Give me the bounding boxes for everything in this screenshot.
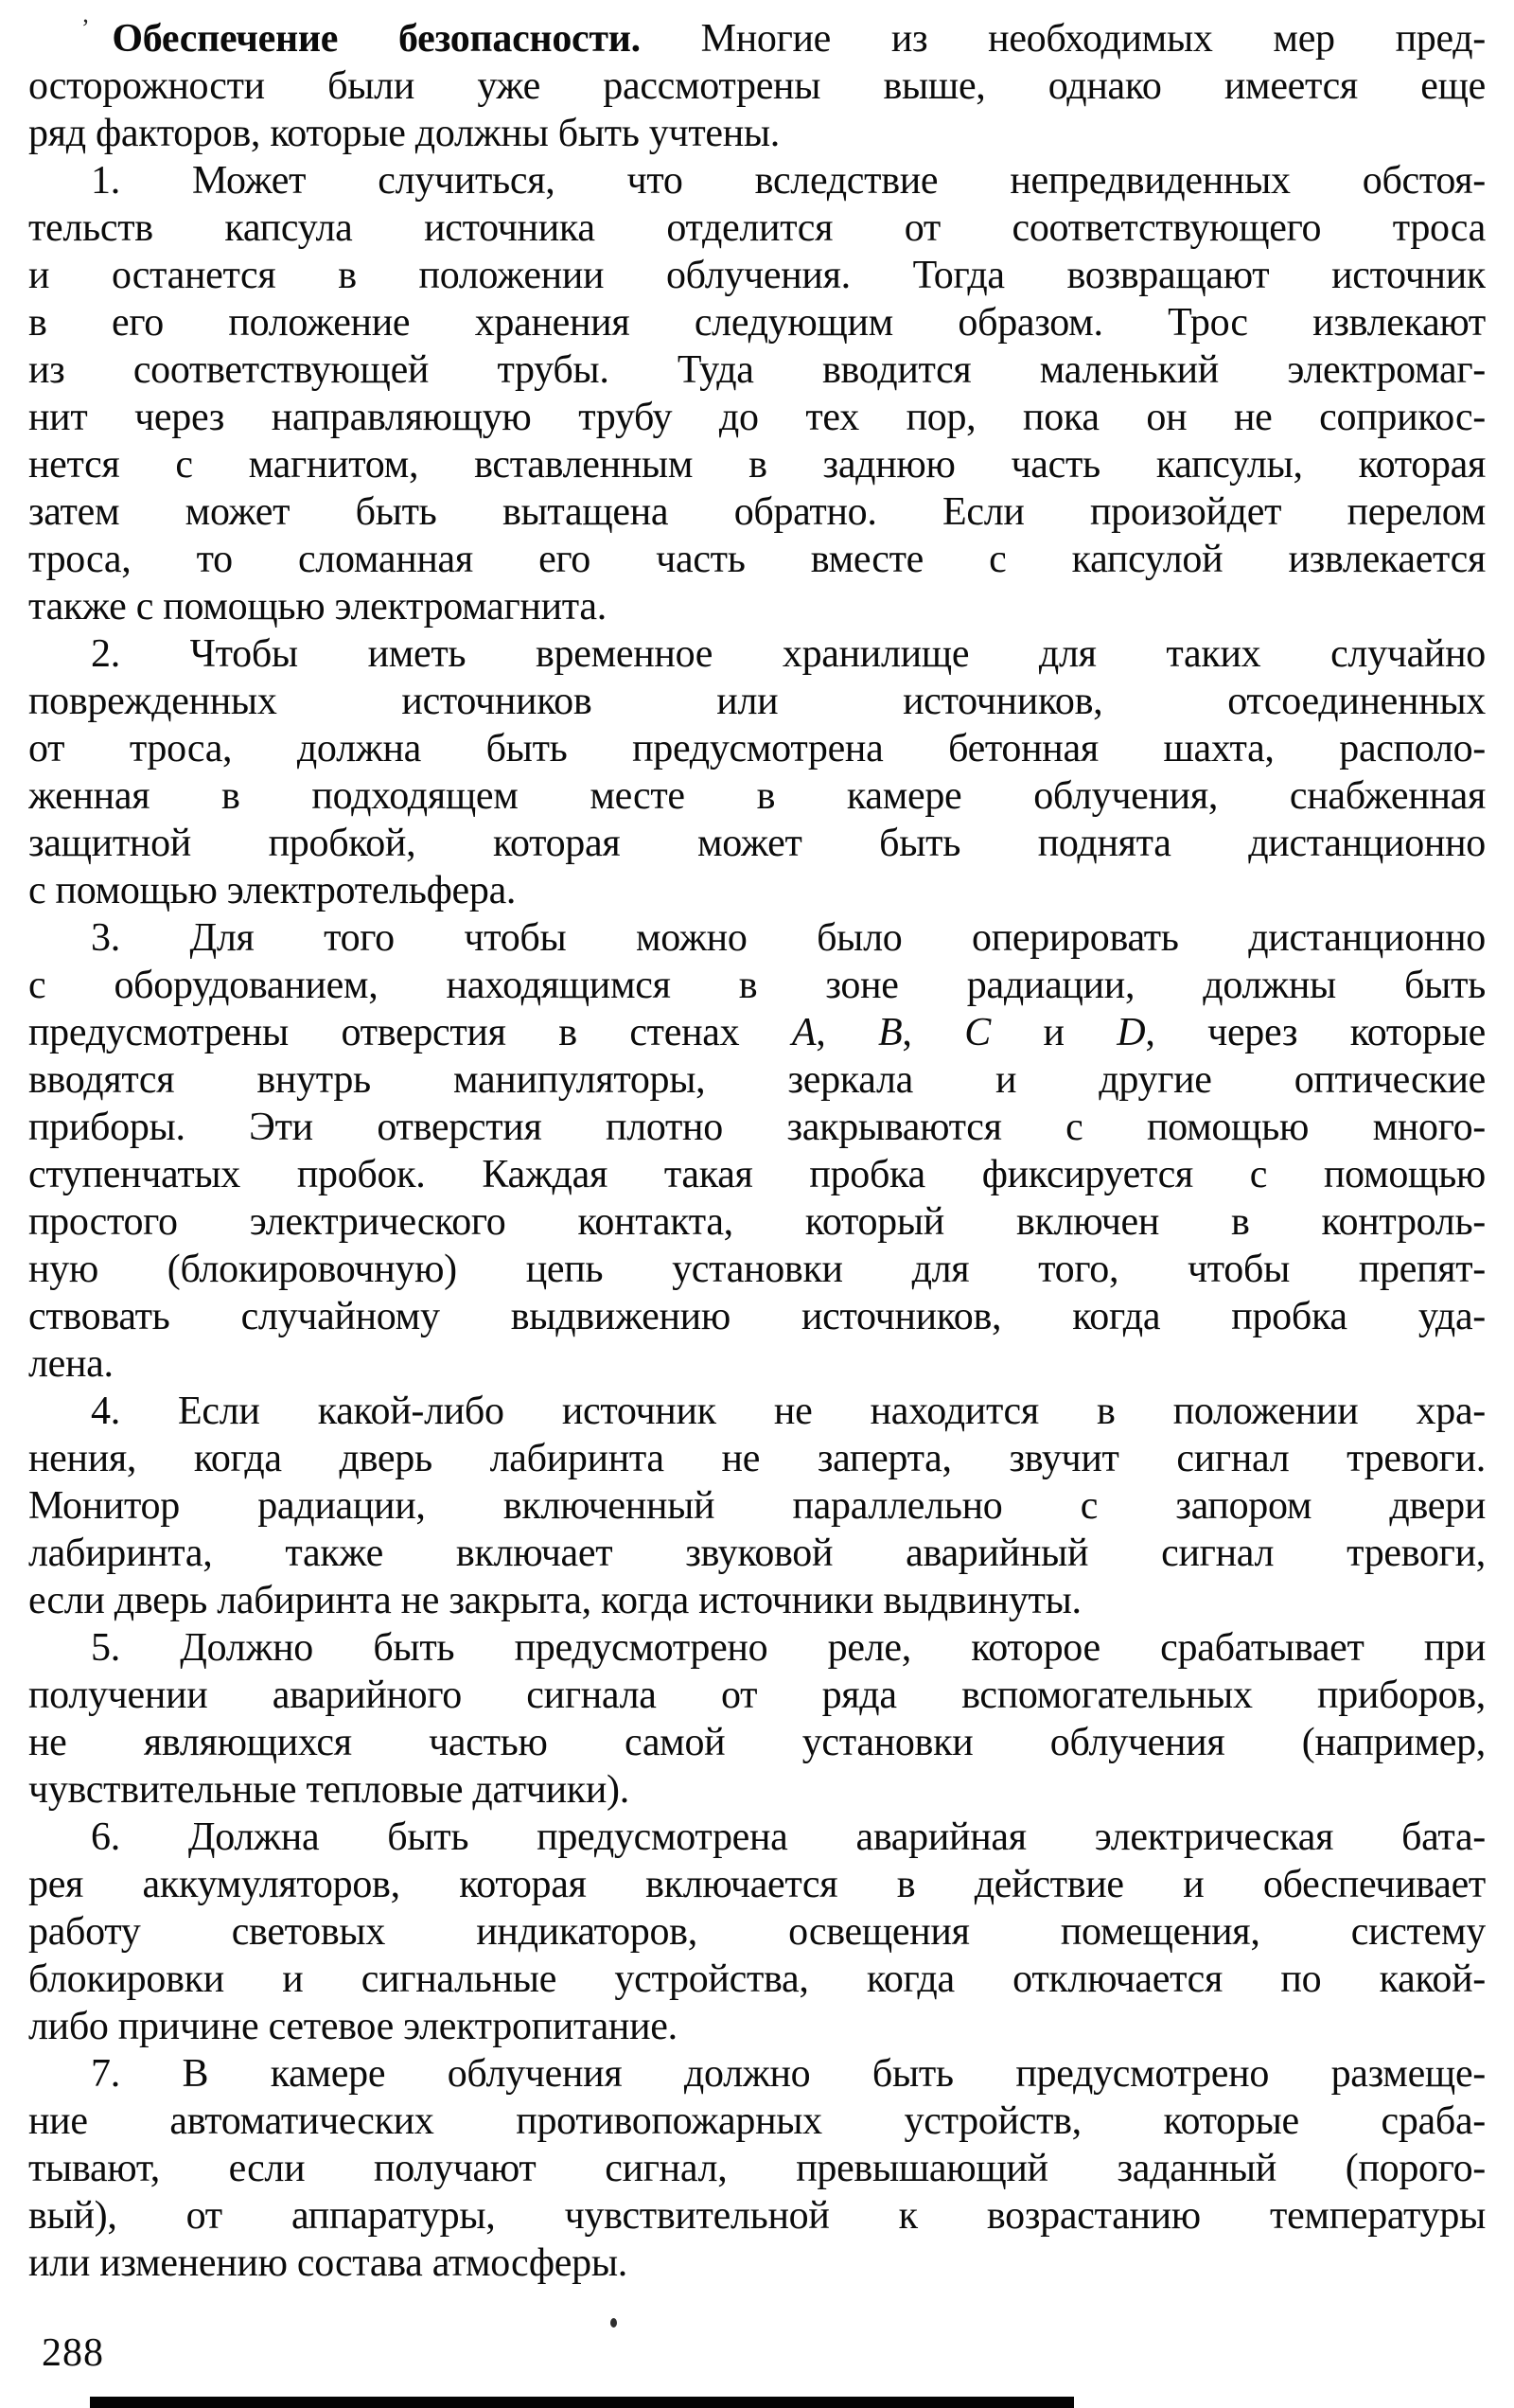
text-segment: чувствительные тепловые датчики). <box>28 1768 629 1812</box>
text-segment: женная в подходящем месте в камере облучения, снабженная <box>28 774 1486 818</box>
text-segment: или изменению состава атмосферы. <box>28 2241 627 2285</box>
text-segment: получении аварийного сигнала от ряда вспомогательных приборов, <box>28 1673 1486 1717</box>
text-segment: Многие из необходимых мер пред- <box>640 17 1486 61</box>
text-line <box>28 1246 1486 1293</box>
text-segment: , <box>902 1011 965 1054</box>
text-line <box>28 1719 1486 1766</box>
text-line <box>28 2050 1486 2098</box>
paragraph <box>28 2050 1486 2287</box>
text-segment: , через которые <box>1145 1011 1486 1054</box>
text-segment: если дверь лабиринта не закрыта, когда источники выдвинуты. <box>28 1579 1082 1622</box>
text-line <box>28 867 1486 914</box>
text-line <box>28 1766 1486 1814</box>
paragraph <box>28 630 1486 914</box>
text-segment: из соответствующей трубы. Туда вводится маленький электромаг- <box>28 348 1486 392</box>
text-segment: 6. Должна быть предусмотрена аварийная электрическая бата- <box>91 1815 1486 1859</box>
paragraph <box>28 1624 1486 1814</box>
text-segment: блокировки и сигнальные устройства, когда отключается по какой- <box>28 1957 1486 2001</box>
text-line <box>28 157 1486 204</box>
paragraph <box>28 914 1486 1388</box>
text-line <box>28 1104 1486 1151</box>
text-segment: Обеспечение безопасности. <box>112 17 641 61</box>
text-line <box>28 1151 1486 1198</box>
text-segment: в его положение хранения следующим образом. Трос извлекают <box>28 301 1486 345</box>
text-segment: рея аккумуляторов, которая включается в действие и обеспечивает <box>28 1863 1486 1906</box>
text-segment: затем может быть вытащена обратно. Если произойдет перелом <box>28 490 1486 534</box>
text-segment: троса, то сломанная его часть вместе с капсулой извлекается <box>28 538 1486 581</box>
text-segment: с оборудованием, находящимся в зоне радиации, должны быть <box>28 964 1486 1007</box>
text-line <box>28 1956 1486 2003</box>
text-line <box>28 1340 1486 1388</box>
text-line <box>28 2098 1486 2145</box>
text-line <box>28 1624 1486 1672</box>
text-line <box>28 441 1486 488</box>
text-line <box>28 2145 1486 2192</box>
text-segment: 7. В камере облучения должно быть предусмотрено размеще- <box>91 2052 1486 2096</box>
paragraph <box>28 15 1486 157</box>
text-segment: 1. Может случиться, что вследствие непредвиденных обстоя- <box>91 159 1486 203</box>
text-segment: тывают, если получают сигнал, превышающий заданный (порого- <box>28 2147 1486 2190</box>
text-line <box>28 1293 1486 1340</box>
text-segment: 3. Для того чтобы можно было оперировать дистанционно <box>91 916 1486 960</box>
text-segment: C <box>964 1011 991 1054</box>
paragraph <box>28 1814 1486 2050</box>
text-segment: ную (блокировочную) цепь установки для того, чтобы препят- <box>28 1248 1486 1291</box>
text-segment: и останется в положении облучения. Тогда возвращают источник <box>28 254 1486 297</box>
text-segment: простого электрического контакта, который включен в контроль- <box>28 1200 1486 1244</box>
text-line <box>28 1861 1486 1908</box>
text-line <box>28 630 1486 678</box>
text-segment: вводятся внутрь манипуляторы, зеркала и другие оптические <box>28 1058 1486 1102</box>
text-line <box>28 346 1486 394</box>
text-segment: приборы. Эти отверстия плотно закрываются с помощью много- <box>28 1106 1486 1149</box>
text-line <box>28 2192 1486 2240</box>
text-segment: и <box>990 1011 1118 1054</box>
text-line <box>28 299 1486 346</box>
text-segment: 4. Если какой-либо источник не находится в положении хра- <box>91 1390 1486 1433</box>
text-line <box>28 394 1486 441</box>
text-line <box>28 583 1486 630</box>
text-segment: лабиринта, также включает звуковой аварийный сигнал тревоги, <box>28 1532 1486 1575</box>
text-line <box>28 1672 1486 1719</box>
text-segment: ние автоматических противопожарных устройств, которые сраба- <box>28 2099 1486 2143</box>
text-segment: ряд факторов, которые должны быть учтены. <box>28 112 781 155</box>
text-segment: предусмотрены отверстия в стенах <box>28 1011 792 1054</box>
text-line <box>28 204 1486 252</box>
text-line <box>28 2003 1486 2050</box>
text-segment: тельств капсула источника отделится от соответствующего троса <box>28 206 1486 250</box>
text-segment: также с помощью электромагнита. <box>28 585 607 629</box>
text-line <box>28 1435 1486 1482</box>
text-segment: A <box>791 1011 817 1054</box>
text-line <box>28 110 1486 157</box>
text-segment: ступенчатых пробок. Каждая такая пробка фиксируется с помощью <box>28 1153 1486 1196</box>
text-line <box>28 1388 1486 1435</box>
text-line <box>28 1056 1486 1104</box>
paragraph <box>28 1388 1486 1624</box>
text-segment: Монитор радиации, включенный параллельно с запором двери <box>28 1484 1486 1528</box>
text-line <box>28 252 1486 299</box>
text-line <box>28 1009 1486 1056</box>
scan-artifact-bar <box>90 2397 1074 2408</box>
text-line <box>28 2240 1486 2287</box>
text-line <box>28 678 1486 725</box>
text-line <box>28 1908 1486 1956</box>
text-segment: с помощью электротельфера. <box>28 869 517 912</box>
text-segment: ствовать случайному выдвижению источников, когда пробка уда- <box>28 1295 1486 1338</box>
text-segment: 2. Чтобы иметь временное хранилище для таких случайно <box>91 632 1486 676</box>
text-segment: работу световых индикаторов, освещения помещения, систему <box>28 1910 1486 1954</box>
text-segment: , <box>816 1011 879 1054</box>
text-segment: осторожности были уже рассмотрены выше, однако имеется еще <box>28 64 1486 108</box>
text-segment: нения, когда дверь лабиринта не заперта, звучит сигнал тревоги. <box>28 1437 1486 1480</box>
text-line <box>28 1577 1486 1624</box>
text-line <box>28 1530 1486 1577</box>
text-line <box>28 1198 1486 1246</box>
text-line <box>28 914 1486 962</box>
print-artifact-mark: ’ <box>81 15 90 42</box>
text-line <box>28 820 1486 867</box>
text-segment: поврежденных источников или источников, отсоединенных <box>28 680 1486 723</box>
text-segment: вый), от аппаратуры, чувствительной к возрастанию температуры <box>28 2194 1486 2238</box>
text-line <box>28 1814 1486 1861</box>
text-segment: D <box>1117 1011 1146 1054</box>
text-segment: лена. <box>28 1342 114 1386</box>
text-segment: либо причине сетевое электропитание. <box>28 2005 678 2048</box>
text-line <box>28 62 1486 110</box>
text-line <box>28 536 1486 583</box>
text-line <box>28 1482 1486 1530</box>
text-segment: от троса, должна быть предусмотрена бетонная шахта, располо- <box>28 727 1486 770</box>
text-segment: B <box>878 1011 903 1054</box>
text-line <box>28 15 1486 62</box>
scan-speck <box>610 2318 617 2328</box>
text-line <box>28 725 1486 772</box>
text-segment: не являющихся частью самой установки облучения (например, <box>28 1721 1486 1764</box>
text-block <box>28 15 1486 2287</box>
text-line <box>28 772 1486 820</box>
text-segment: 5. Должно быть предусмотрено реле, которое срабатывает при <box>91 1626 1486 1670</box>
text-segment: нется с магнитом, вставленным в заднюю часть капсулы, которая <box>28 443 1486 487</box>
text-segment: защитной пробкой, которая может быть поднята дистанционно <box>28 822 1486 865</box>
text-segment: нит через направляющую трубу до тех пор, пока он не соприкос- <box>28 396 1486 439</box>
text-line <box>28 962 1486 1009</box>
page-number: 288 <box>42 2331 104 2375</box>
paragraph <box>28 157 1486 630</box>
text-line <box>28 488 1486 536</box>
